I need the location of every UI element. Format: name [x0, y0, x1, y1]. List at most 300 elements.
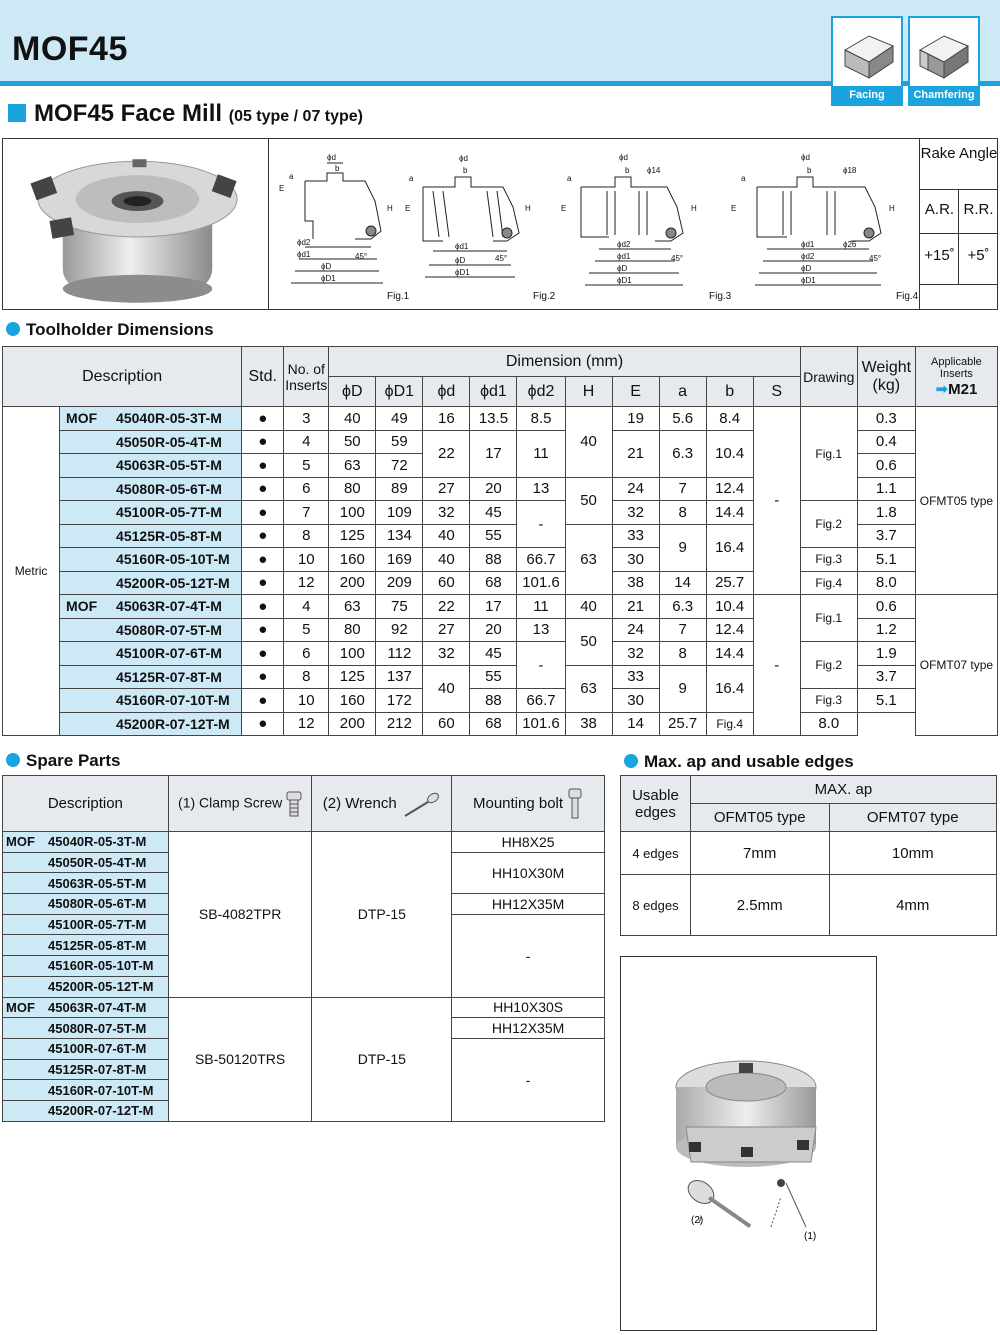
cell: 59 — [376, 430, 423, 454]
cell: 24 — [612, 477, 659, 501]
bolt-cell: - — [452, 914, 605, 997]
cell: 200 — [329, 712, 376, 736]
clamp-screw-07: SB-50120TRS — [168, 997, 312, 1121]
std-dot: ● — [242, 454, 284, 478]
fig3-d14-label: ϕ14 — [647, 166, 661, 175]
cell: Fig.2 — [800, 642, 857, 689]
cell: 8 — [284, 665, 329, 689]
hdr-inserts: No. of Inserts — [284, 347, 329, 407]
fig3-deg-label: 45° — [671, 254, 684, 263]
cell: 21 — [612, 430, 659, 477]
cell: 160 — [329, 689, 376, 713]
cell: 6 — [284, 642, 329, 666]
cell: 27 — [423, 477, 470, 501]
cell: 5.6 — [659, 407, 706, 431]
cell: 22 — [423, 430, 470, 477]
rake-angle-box — [919, 139, 997, 309]
bullet-icon — [6, 753, 20, 767]
cell: 22 — [423, 595, 470, 619]
cell: 4 edges — [621, 832, 691, 875]
cell: - — [517, 501, 565, 548]
hdr-description: Description — [3, 347, 242, 407]
fig2-deg-label: 45° — [495, 254, 508, 263]
col-S: S — [753, 377, 800, 407]
rake-divider-3 — [920, 284, 998, 285]
fig3-D-label: ϕD — [617, 264, 628, 273]
figure-box — [2, 138, 998, 310]
std-dot: ● — [242, 548, 284, 572]
std-dot: ● — [242, 407, 284, 431]
code-text: 45160R-05-10T-M — [48, 958, 154, 974]
cell: 6 — [284, 477, 329, 501]
fig2-drawing — [403, 151, 543, 299]
chamfering-badge — [908, 16, 980, 106]
cell: 212 — [376, 712, 423, 736]
std-dot: ● — [242, 689, 284, 713]
cell: 16.4 — [706, 665, 753, 712]
section-square-icon — [8, 104, 26, 122]
fig1-D1-label: ϕD1 — [321, 274, 336, 283]
screw-icon — [286, 790, 302, 818]
cell: 80 — [329, 618, 376, 642]
code-text: 45063R-05-5T-M — [48, 875, 147, 891]
code-text: 45080R-07-5T-M — [116, 621, 222, 638]
cell: 4 — [284, 430, 329, 454]
fig2-D1-label: ϕD1 — [455, 268, 470, 277]
cell: 10 — [284, 548, 329, 572]
spare-code — [3, 1100, 169, 1121]
maxap-table — [620, 775, 997, 936]
cell: 7 — [659, 618, 706, 642]
cell: 40 — [565, 407, 612, 478]
cell: 20 — [470, 618, 517, 642]
cell: 16 — [423, 407, 470, 431]
fig3-b-label: b — [625, 166, 630, 175]
toolholder-heading — [6, 320, 214, 340]
fig4-e-label: E — [731, 204, 737, 213]
code-text: 45040R-05-3T-M — [116, 410, 222, 427]
rake-divider-v — [958, 189, 959, 285]
cell: 21 — [612, 595, 659, 619]
cell: 7mm — [690, 832, 829, 875]
facing-icon — [837, 22, 897, 88]
cell: 6.3 — [659, 595, 706, 619]
bullet-icon — [6, 322, 20, 336]
table-row — [3, 642, 998, 666]
cell: 8.4 — [706, 407, 753, 431]
cell: 60 — [423, 571, 470, 595]
cell: 63 — [565, 524, 612, 595]
col-d2: ϕd2 — [517, 377, 565, 407]
cell: 40 — [423, 665, 470, 712]
std-dot: ● — [242, 595, 284, 619]
assembly-photo — [620, 956, 877, 1331]
cell: 0.6 — [857, 595, 915, 619]
fig3-label: Fig.3 — [709, 291, 732, 302]
rake-ar-value: +15˚ — [924, 247, 955, 264]
wrench-07: DTP-15 — [312, 997, 452, 1121]
rake-divider-2 — [920, 233, 998, 234]
code-text: 45100R-05-7T-M — [116, 504, 222, 521]
cell: 92 — [376, 618, 423, 642]
cell: 9 — [659, 524, 706, 571]
cell: 13.5 — [470, 407, 517, 431]
table-row — [621, 875, 997, 936]
cell: 209 — [376, 571, 423, 595]
cell: 0.6 — [857, 454, 915, 478]
fig4-drawing — [727, 151, 907, 299]
arrow-right-icon: ➡ — [935, 380, 949, 398]
cell: 88 — [470, 689, 517, 713]
cell: - — [753, 407, 800, 595]
cell: 10 — [284, 689, 329, 713]
cell: 1.9 — [857, 642, 915, 666]
cell: 89 — [376, 477, 423, 501]
cell: 1.1 — [857, 477, 915, 501]
code-text: 45100R-05-7T-M — [48, 917, 147, 933]
fig2-b-label: b — [463, 166, 468, 175]
cell: 5.1 — [857, 689, 915, 713]
fig4-a-label: a — [741, 174, 746, 183]
toolholder-heading-text: Toolholder Dimensions — [26, 320, 214, 339]
rake-divider-1 — [920, 189, 998, 190]
cell: 14.4 — [706, 501, 753, 525]
spare-code — [3, 873, 169, 894]
fig2-d-label: ϕd — [459, 154, 468, 163]
cell: OFMT05 type — [915, 407, 997, 595]
cell: 100 — [329, 642, 376, 666]
row-code — [60, 430, 242, 454]
cell: 14 — [659, 571, 706, 595]
code-text: 45080R-05-6T-M — [116, 480, 222, 497]
row-code — [60, 595, 242, 619]
fig3-h-label: H — [691, 204, 697, 213]
spare-code — [3, 935, 169, 956]
fig1-label: Fig.1 — [387, 291, 410, 302]
hdr-mounting-bolt — [452, 776, 605, 832]
row-code — [60, 642, 242, 666]
cell: 5 — [284, 618, 329, 642]
cell: 40 — [329, 407, 376, 431]
cell: 19 — [612, 407, 659, 431]
row-code — [60, 501, 242, 525]
row-code — [60, 548, 242, 572]
hdr-mounting-bolt-text: Mounting bolt — [472, 794, 564, 812]
cell: 38 — [612, 571, 659, 595]
fig4-d26-label: ϕ26 — [843, 240, 857, 249]
spare-parts-table — [2, 775, 605, 1122]
cell: 25.7 — [659, 712, 706, 736]
section-title — [8, 100, 363, 128]
cell: 55 — [470, 524, 517, 548]
spare-code — [3, 894, 169, 915]
fig1-h-label: H — [387, 204, 393, 213]
std-dot: ● — [242, 501, 284, 525]
cell: 3.7 — [857, 524, 915, 548]
fig2-label: Fig.2 — [533, 291, 556, 302]
fig4-D-label: ϕD — [801, 264, 812, 273]
hdr-app-ref[interactable] — [936, 381, 978, 398]
fig3-d2-label: ϕd2 — [617, 240, 631, 249]
row-code — [60, 689, 242, 713]
toolholder-table — [2, 346, 998, 736]
cell: 8 — [659, 642, 706, 666]
cell: 45 — [470, 501, 517, 525]
table-row — [3, 689, 998, 713]
cell: 0.3 — [857, 407, 915, 431]
mof-label: MOF — [6, 999, 35, 1015]
cell: 9 — [659, 665, 706, 712]
col-E: E — [612, 377, 659, 407]
hdr-max-ap: MAX. ap — [690, 776, 996, 804]
face-mill-image — [3, 139, 269, 309]
cell: 160 — [329, 548, 376, 572]
cell: 7 — [659, 477, 706, 501]
chamfering-icon — [914, 22, 974, 88]
fig2-a-label: a — [409, 174, 414, 183]
section-subtitle: (05 type / 07 type) — [228, 108, 364, 125]
section-title-text: MOF45 Face Mill — [34, 100, 223, 127]
cell: 16.4 — [706, 524, 753, 571]
code-text: 45040R-05-3T-M — [48, 834, 147, 850]
cell: 75 — [376, 595, 423, 619]
fig4-d-label: ϕd — [801, 153, 810, 162]
cell: 33 — [612, 665, 659, 689]
cell: 40 — [423, 524, 470, 548]
table-row — [621, 832, 997, 875]
maxap-heading-text: Max. ap and usable edges — [644, 752, 854, 771]
col-d1: ϕd1 — [470, 377, 517, 407]
cell: Fig.2 — [800, 501, 857, 548]
spare-code — [3, 852, 169, 873]
cell: 10mm — [829, 832, 997, 875]
cell: 49 — [376, 407, 423, 431]
fig1-D-label: ϕD — [321, 262, 332, 271]
hdr-usable-edges: Usable edges — [621, 776, 691, 832]
chamfering-label: Chamfering — [910, 86, 978, 104]
cell: 63 — [329, 595, 376, 619]
code-text: 45100R-07-6T-M — [116, 645, 222, 662]
cell: 0.4 — [857, 430, 915, 454]
cell: 3.7 — [857, 665, 915, 689]
hdr-app-ref-text: M21 — [948, 380, 978, 398]
cell: 8 edges — [621, 875, 691, 936]
fig4-label: Fig.4 — [896, 291, 919, 302]
spare-code — [3, 832, 169, 853]
rake-rr-value: +5˚ — [967, 247, 990, 264]
table-row — [3, 595, 998, 619]
cell: 13 — [517, 477, 565, 501]
mof-label: MOF — [66, 598, 98, 615]
cell: 13 — [517, 618, 565, 642]
hdr-ofmt05: OFMT05 type — [690, 804, 829, 832]
cell: 1.8 — [857, 501, 915, 525]
fig2-D-label: ϕD — [455, 256, 466, 265]
cell: - — [753, 595, 800, 736]
fig1-deg-label: 45° — [355, 252, 368, 261]
fig4-h-label: H — [889, 204, 895, 213]
fig4-d1-label: ϕd1 — [801, 240, 815, 249]
cell: 8.0 — [800, 712, 857, 736]
fig4-deg-label: 45° — [869, 254, 882, 263]
bolt-cell: HH12X35M — [452, 1018, 605, 1039]
fig1-d2-label: ϕd2 — [297, 238, 311, 247]
bolt-icon — [567, 788, 583, 820]
cell: 60 — [423, 712, 470, 736]
cell: 12.4 — [706, 618, 753, 642]
cell: 8 — [659, 501, 706, 525]
cell: 125 — [329, 524, 376, 548]
cell: 63 — [329, 454, 376, 478]
bolt-cell: HH10X30S — [452, 997, 605, 1018]
spare-code — [3, 976, 169, 997]
cell: 45 — [470, 642, 517, 666]
spare-code — [3, 1038, 169, 1059]
cell: 68 — [470, 712, 517, 736]
fig1-a-label: a — [289, 172, 294, 181]
cell: 112 — [376, 642, 423, 666]
cell: 32 — [612, 642, 659, 666]
code-text: 45200R-05-12T-M — [48, 979, 154, 995]
cell: 1.2 — [857, 618, 915, 642]
page-title: MOF45 — [12, 30, 128, 68]
cell: 20 — [470, 477, 517, 501]
std-dot: ● — [242, 477, 284, 501]
hdr-wrench-text: (2) Wrench — [322, 794, 397, 812]
cell: 12 — [284, 571, 329, 595]
table-row — [3, 712, 998, 736]
cell: 32 — [423, 642, 470, 666]
hdr-ofmt07: OFMT07 type — [829, 804, 997, 832]
spare-code — [3, 1018, 169, 1039]
code-text: 45125R-07-8T-M — [48, 1061, 147, 1077]
cell: 33 — [612, 524, 659, 548]
col-b: b — [706, 377, 753, 407]
hdr-description: Description — [3, 776, 169, 832]
assembly-illustration — [621, 957, 876, 1330]
cell: 8.5 — [517, 407, 565, 431]
cell: 68 — [470, 571, 517, 595]
code-text: 45080R-05-6T-M — [48, 896, 147, 912]
cell: 12.4 — [706, 477, 753, 501]
cell: Fig.3 — [800, 548, 857, 572]
cell: Fig.4 — [800, 571, 857, 595]
col-d: ϕd — [423, 377, 470, 407]
rake-title: Rake Angle — [920, 145, 998, 162]
std-dot: ● — [242, 618, 284, 642]
row-code — [60, 665, 242, 689]
bolt-cell: HH8X25 — [452, 832, 605, 853]
cell: 27 — [423, 618, 470, 642]
row-code — [60, 454, 242, 478]
table-row — [3, 997, 605, 1018]
code-text: 45125R-05-8T-M — [116, 527, 222, 544]
cell: 5 — [284, 454, 329, 478]
rake-rr-header: R.R. — [963, 201, 994, 218]
hdr-clamp-screw-text: (1) Clamp Screw — [178, 794, 283, 811]
spare-code — [3, 1059, 169, 1080]
cell: 4mm — [829, 875, 997, 936]
code-text: 45200R-07-12T-M — [48, 1103, 154, 1119]
spare-code — [3, 956, 169, 977]
std-dot: ● — [242, 524, 284, 548]
hdr-clamp-screw — [168, 776, 312, 832]
fig3-d1-label: ϕd1 — [617, 252, 631, 261]
cell: 14.4 — [706, 642, 753, 666]
cell: 50 — [565, 477, 612, 524]
cell: 3 — [284, 407, 329, 431]
cell: 2.5mm — [690, 875, 829, 936]
code-text: 45200R-05-12T-M — [116, 574, 230, 591]
hdr-weight: Weight (kg) — [857, 347, 915, 407]
code-text: 45125R-07-8T-M — [116, 668, 222, 685]
cell: 50 — [565, 618, 612, 665]
bolt-cell: - — [452, 1038, 605, 1121]
col-D1: ϕD1 — [376, 377, 423, 407]
row-code — [60, 524, 242, 548]
cell: 63 — [565, 665, 612, 712]
table-row — [3, 571, 998, 595]
cell: 32 — [423, 501, 470, 525]
cell: 24 — [612, 618, 659, 642]
cell: 101.6 — [517, 712, 565, 736]
hdr-wrench — [312, 776, 452, 832]
cell: 30 — [612, 689, 659, 713]
cell: 10.4 — [706, 595, 753, 619]
fig3-e-label: E — [561, 204, 567, 213]
code-text: 45160R-07-10T-M — [116, 692, 230, 709]
cell: 4 — [284, 595, 329, 619]
code-text: 45063R-07-4T-M — [116, 598, 222, 615]
cell: 101.6 — [517, 571, 565, 595]
table-row — [3, 501, 998, 525]
cell: 40 — [423, 548, 470, 572]
cell: 17 — [470, 430, 517, 477]
code-text: 45160R-05-10T-M — [116, 551, 230, 568]
table-row — [3, 832, 605, 853]
fig4-b-label: b — [807, 166, 812, 175]
row-code — [60, 477, 242, 501]
std-dot: ● — [242, 571, 284, 595]
table-row — [3, 548, 998, 572]
fig3-D1-label: ϕD1 — [617, 276, 632, 285]
cell: 11 — [517, 430, 565, 477]
hdr-std: Std. — [242, 347, 284, 407]
wrench-05: DTP-15 — [312, 832, 452, 998]
spare-heading-text: Spare Parts — [26, 751, 121, 770]
cell: 11 — [517, 595, 565, 619]
hdr-drawing: Drawing — [800, 347, 857, 407]
hdr-applicable-inserts — [915, 347, 997, 407]
std-dot: ● — [242, 712, 284, 736]
spare-code — [3, 914, 169, 935]
hdr-dimension: Dimension (mm) — [329, 347, 800, 377]
cell: Fig.1 — [800, 595, 857, 642]
facing-badge — [831, 16, 903, 106]
cell: OFMT07 type — [915, 595, 997, 736]
std-dot: ● — [242, 642, 284, 666]
cell: 100 — [329, 501, 376, 525]
mof-label: MOF — [66, 410, 98, 427]
row-code — [60, 712, 242, 736]
cell: Fig.3 — [800, 689, 857, 713]
hdr-app-text: Applicable Inserts — [931, 355, 982, 380]
maxap-heading — [624, 752, 854, 772]
fig2-h-label: H — [525, 204, 531, 213]
cell: 169 — [376, 548, 423, 572]
bolt-cell: HH10X30M — [452, 852, 605, 893]
cell: 66.7 — [517, 689, 565, 713]
